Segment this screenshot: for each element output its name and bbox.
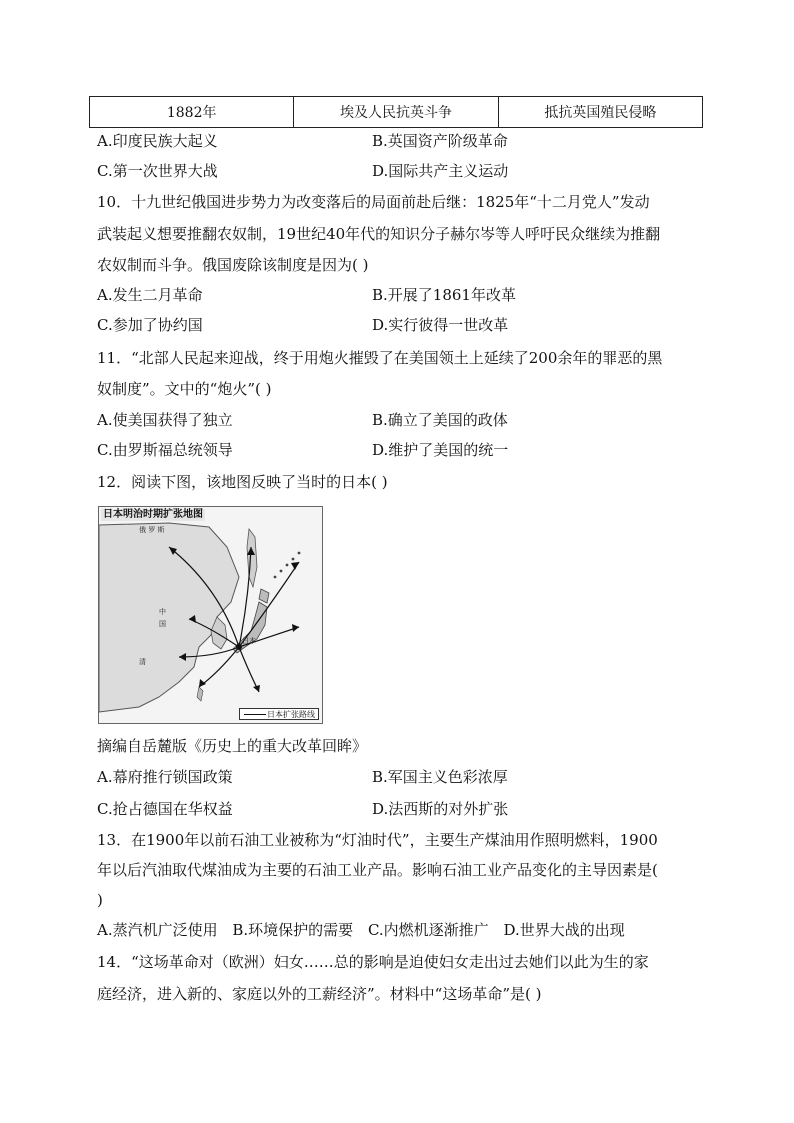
q12-option-d[interactable]: D.法西斯的对外扩张 bbox=[372, 800, 509, 818]
q12-option-b[interactable]: B.军国主义色彩浓厚 bbox=[372, 768, 508, 786]
q11-options-row-1 bbox=[97, 410, 717, 430]
map-label-china-2: 国 bbox=[159, 620, 166, 628]
q11-stem-line-2: 奴制度”。文中的“炮火”( ) bbox=[97, 380, 272, 398]
q10-option-a[interactable]: A.发生二月革命 bbox=[97, 286, 203, 304]
q11-options-row-2 bbox=[97, 440, 717, 460]
q10-option-c[interactable]: C.参加了协约国 bbox=[97, 316, 203, 334]
q10-option-b[interactable]: B.开展了1861年改革 bbox=[372, 286, 516, 304]
table-cell-meaning: 抵抗英国殖民侵略 bbox=[498, 97, 702, 128]
table-cell-year: 1882年 bbox=[90, 97, 294, 128]
q13-options bbox=[97, 920, 635, 940]
map-label-japan: 日本 bbox=[242, 637, 256, 645]
q13-option-b[interactable]: B.环境保护的需要 bbox=[232, 921, 354, 939]
q11-option-b[interactable]: B.确立了美国的政体 bbox=[372, 411, 508, 429]
q10-stem-line-1: 10．十九世纪俄国进步势力为改变落后的局面前赴后继：1825年“十二月党人”发动 bbox=[97, 193, 650, 211]
map-drawing bbox=[99, 507, 322, 723]
table-row bbox=[90, 97, 703, 128]
q13-option-d[interactable]: D.世界大战的出现 bbox=[503, 921, 625, 939]
table-cell-event: 埃及人民抗英斗争 bbox=[294, 97, 498, 128]
map-source-caption: 摘编自岳麓版《历史上的重大改革回眸》 bbox=[97, 737, 368, 755]
q12-option-a[interactable]: A.幕府推行锁国政策 bbox=[97, 768, 233, 786]
legend-line-icon bbox=[244, 714, 266, 715]
q11-option-c[interactable]: C.由罗斯福总统领导 bbox=[97, 441, 233, 459]
q13-option-c[interactable]: C.内燃机逐渐推广 bbox=[367, 921, 489, 939]
q10-stem-line-2: 武装起义想要推翻农奴制，19世纪40年代的知识分子赫尔岑等人呼吁民众继续为推翻 bbox=[97, 225, 661, 243]
q9-option-c[interactable]: C.第一次世界大战 bbox=[97, 162, 218, 180]
japan-expansion-map bbox=[98, 506, 323, 724]
q12-options-row-1 bbox=[97, 767, 717, 787]
q9-options-row-1 bbox=[97, 131, 717, 151]
q11-option-d[interactable]: D.维护了美国的统一 bbox=[372, 441, 509, 459]
map-label-china-1: 中 bbox=[159, 608, 166, 616]
q12-option-c[interactable]: C.抢占德国在华权益 bbox=[97, 800, 233, 818]
q9-option-d[interactable]: D.国际共产主义运动 bbox=[372, 162, 509, 180]
q12-options-row-2 bbox=[97, 799, 717, 819]
q10-options-row-2 bbox=[97, 315, 717, 335]
event-table bbox=[89, 96, 703, 128]
q10-option-d[interactable]: D.实行彼得一世改革 bbox=[372, 316, 509, 334]
q9-option-b[interactable]: B.英国资产阶级革命 bbox=[372, 132, 508, 150]
q10-stem-line-3: 农奴制而斗争。俄国废除该制度是因为( ) bbox=[97, 256, 369, 274]
q13-stem-line-3: ) bbox=[97, 891, 103, 909]
map-label-russia: 俄 罗 斯 bbox=[139, 526, 165, 534]
q10-options-row-1 bbox=[97, 285, 717, 305]
q14-stem-line-2: 庭经济，进入新的、家庭以外的工薪经济”。材料中“这场革命”是( ) bbox=[97, 985, 542, 1003]
q13-stem-line-1: 13．在1900年以前石油工业被称为“灯油时代”，主要生产煤油用作照明燃料，1900 bbox=[97, 831, 658, 849]
q11-stem-line-1: 11．“北部人民起来迎战，终于用炮火摧毁了在美国领土上延续了200余年的罪恶的黑 bbox=[97, 349, 663, 367]
legend-text: 日本扩张路线 bbox=[267, 710, 315, 719]
q9-options-row-2 bbox=[97, 161, 717, 181]
map-title: 日本明治时期扩张地图 bbox=[103, 509, 203, 520]
q14-stem-line-1: 14．“这场革命对（欧洲）妇女……总的影响是迫使妇女走出过去她们以此为生的家 bbox=[97, 953, 649, 971]
q11-option-a[interactable]: A.使美国获得了独立 bbox=[97, 411, 233, 429]
q9-option-a[interactable]: A.印度民族大起义 bbox=[97, 132, 218, 150]
q13-option-a[interactable]: A.蒸汽机广泛使用 bbox=[97, 921, 218, 939]
map-label-qing: 清 bbox=[139, 658, 146, 666]
q12-stem: 12．阅读下图，该地图反映了当时的日本( ) bbox=[97, 473, 388, 491]
q13-stem-line-2: 年以后汽油取代煤油成为主要的石油工业产品。影响石油工业产品变化的主导因素是( bbox=[97, 861, 658, 879]
map-legend bbox=[239, 708, 319, 720]
